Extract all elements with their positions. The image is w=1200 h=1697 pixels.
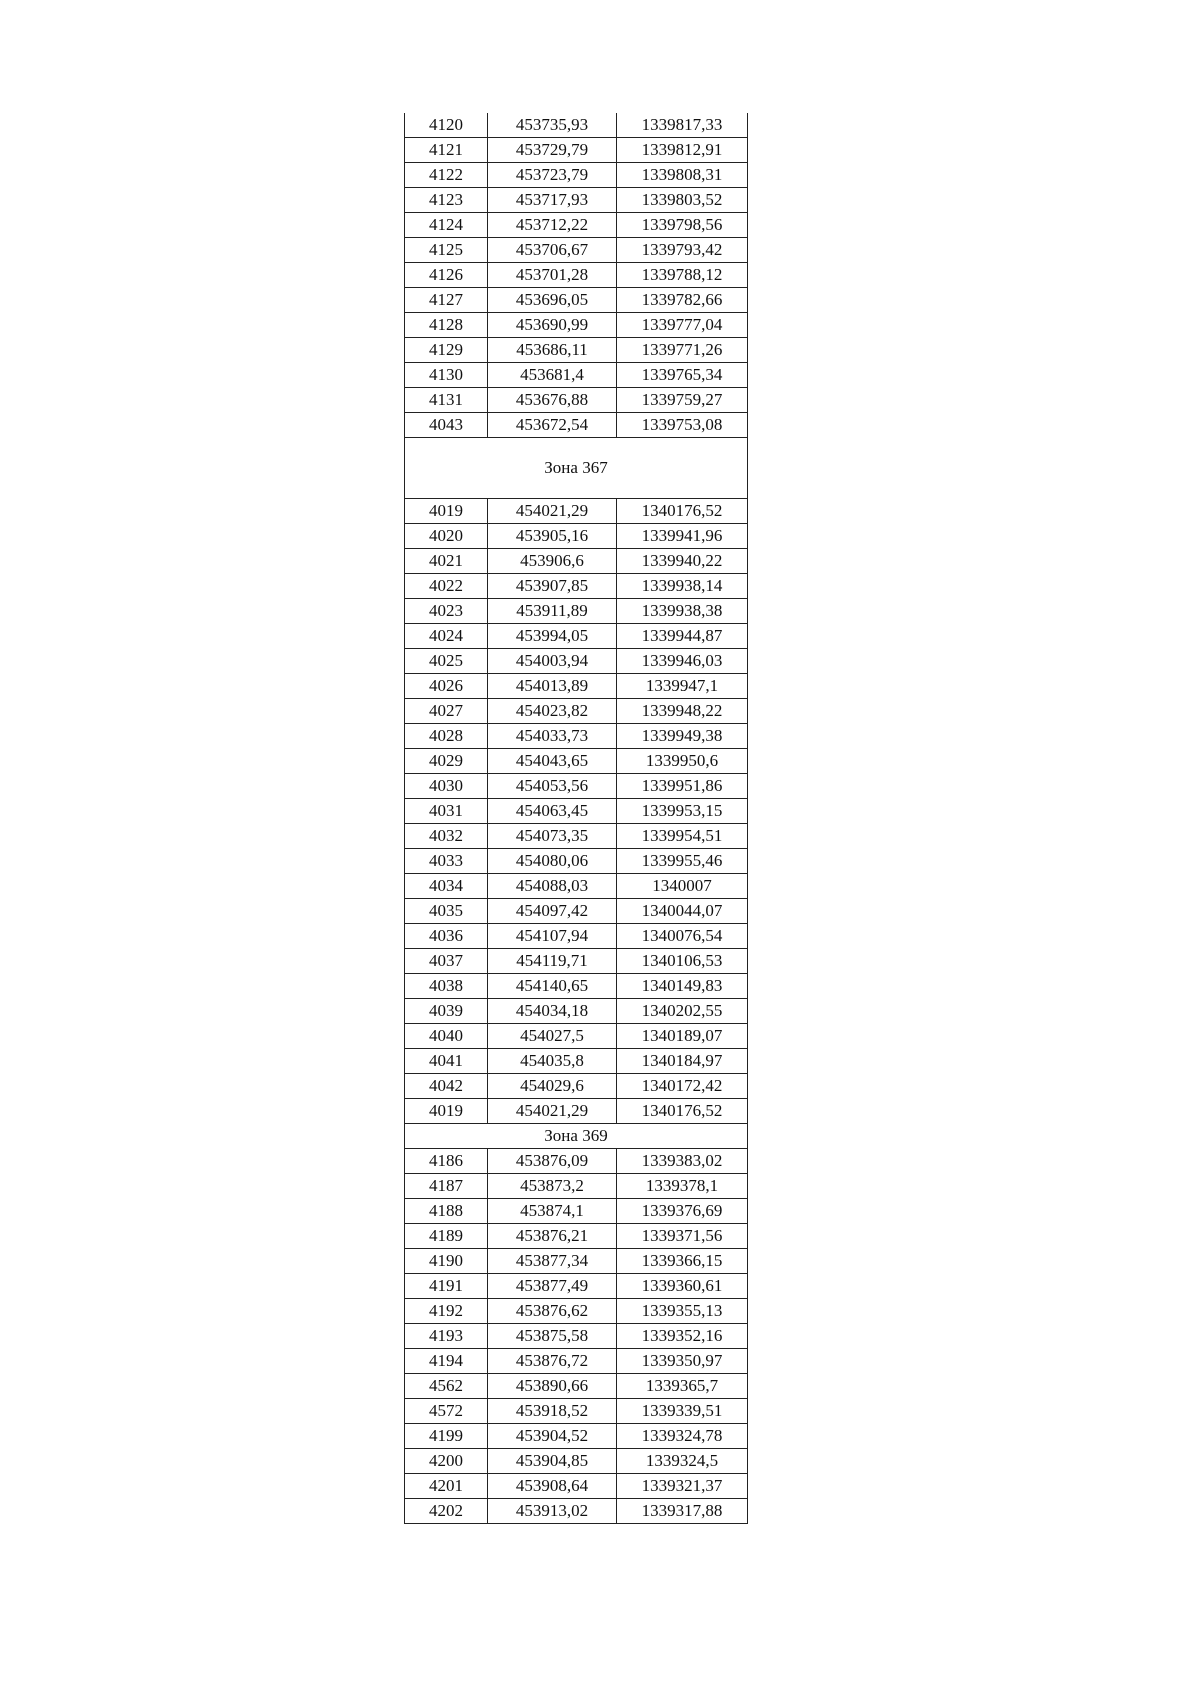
table-row (405, 1324, 748, 1349)
x-coordinate-cell: 453729,79 (488, 138, 617, 163)
y-coordinate-cell: 1339951,86 (617, 774, 748, 799)
y-coordinate-cell: 1340106,53 (617, 949, 748, 974)
table-row (405, 649, 748, 674)
point-number-cell: 4194 (405, 1349, 488, 1374)
y-coordinate-cell: 1339366,15 (617, 1249, 748, 1274)
x-coordinate-cell: 453905,16 (488, 524, 617, 549)
x-coordinate-cell: 453676,88 (488, 388, 617, 413)
point-number-cell: 4186 (405, 1149, 488, 1174)
table-row (405, 499, 748, 524)
point-number-cell: 4201 (405, 1474, 488, 1499)
y-coordinate-cell: 1340172,42 (617, 1074, 748, 1099)
point-number-cell: 4122 (405, 163, 488, 188)
table-row (405, 1074, 748, 1099)
table-row (405, 574, 748, 599)
point-number-cell: 4126 (405, 263, 488, 288)
x-coordinate-cell: 454080,06 (488, 849, 617, 874)
x-coordinate-cell: 453908,64 (488, 1474, 617, 1499)
x-coordinate-cell: 453913,02 (488, 1499, 617, 1524)
point-number-cell: 4023 (405, 599, 488, 624)
point-number-cell: 4121 (405, 138, 488, 163)
y-coordinate-cell: 1339808,31 (617, 163, 748, 188)
y-coordinate-cell: 1339938,14 (617, 574, 748, 599)
table-row (405, 774, 748, 799)
y-coordinate-cell: 1339788,12 (617, 263, 748, 288)
y-coordinate-cell: 1339949,38 (617, 724, 748, 749)
table-row (405, 1024, 748, 1049)
point-number-cell: 4025 (405, 649, 488, 674)
x-coordinate-cell: 453706,67 (488, 238, 617, 263)
point-number-cell: 4190 (405, 1249, 488, 1274)
x-coordinate-cell: 454023,82 (488, 699, 617, 724)
table-row (405, 849, 748, 874)
y-coordinate-cell: 1339946,03 (617, 649, 748, 674)
table-row (405, 1424, 748, 1449)
table-row (405, 599, 748, 624)
y-coordinate-cell: 1339321,37 (617, 1474, 748, 1499)
y-coordinate-cell: 1340202,55 (617, 999, 748, 1024)
x-coordinate-cell: 453686,11 (488, 338, 617, 363)
y-coordinate-cell: 1339352,16 (617, 1324, 748, 1349)
y-coordinate-cell: 1339798,56 (617, 213, 748, 238)
point-number-cell: 4019 (405, 1099, 488, 1124)
y-coordinate-cell: 1339378,1 (617, 1174, 748, 1199)
point-number-cell: 4029 (405, 749, 488, 774)
point-number-cell: 4187 (405, 1174, 488, 1199)
table-row (405, 924, 748, 949)
point-number-cell: 4041 (405, 1049, 488, 1074)
x-coordinate-cell: 454013,89 (488, 674, 617, 699)
x-coordinate-cell: 453690,99 (488, 313, 617, 338)
x-coordinate-cell: 453717,93 (488, 188, 617, 213)
x-coordinate-cell: 454035,8 (488, 1049, 617, 1074)
point-number-cell: 4020 (405, 524, 488, 549)
point-number-cell: 4031 (405, 799, 488, 824)
table-row (405, 1474, 748, 1499)
point-number-cell: 4128 (405, 313, 488, 338)
x-coordinate-cell: 453906,6 (488, 549, 617, 574)
point-number-cell: 4042 (405, 1074, 488, 1099)
y-coordinate-cell: 1339954,51 (617, 824, 748, 849)
table-row (405, 1399, 748, 1424)
y-coordinate-cell: 1339376,69 (617, 1199, 748, 1224)
y-coordinate-cell: 1339947,1 (617, 674, 748, 699)
point-number-cell: 4038 (405, 974, 488, 999)
x-coordinate-cell: 454021,29 (488, 1099, 617, 1124)
y-coordinate-cell: 1339371,56 (617, 1224, 748, 1249)
point-number-cell: 4130 (405, 363, 488, 388)
point-number-cell: 4027 (405, 699, 488, 724)
table-row (405, 1299, 748, 1324)
x-coordinate-cell: 453672,54 (488, 413, 617, 438)
y-coordinate-cell: 1340176,52 (617, 499, 748, 524)
point-number-cell: 4199 (405, 1424, 488, 1449)
table-row (405, 1174, 748, 1199)
y-coordinate-cell: 1340076,54 (617, 924, 748, 949)
table-row (405, 1199, 748, 1224)
y-coordinate-cell: 1339938,38 (617, 599, 748, 624)
y-coordinate-cell: 1339759,27 (617, 388, 748, 413)
point-number-cell: 4193 (405, 1324, 488, 1349)
y-coordinate-cell: 1340044,07 (617, 899, 748, 924)
table-row (405, 338, 748, 363)
y-coordinate-cell: 1339948,22 (617, 699, 748, 724)
y-coordinate-cell: 1339955,46 (617, 849, 748, 874)
x-coordinate-cell: 453876,21 (488, 1224, 617, 1249)
y-coordinate-cell: 1339941,96 (617, 524, 748, 549)
point-number-cell: 4036 (405, 924, 488, 949)
x-coordinate-cell: 454140,65 (488, 974, 617, 999)
point-number-cell: 4028 (405, 724, 488, 749)
point-number-cell: 4189 (405, 1224, 488, 1249)
x-coordinate-cell: 453904,85 (488, 1449, 617, 1474)
table-row (405, 313, 748, 338)
point-number-cell: 4033 (405, 849, 488, 874)
y-coordinate-cell: 1339812,91 (617, 138, 748, 163)
y-coordinate-cell: 1339782,66 (617, 288, 748, 313)
x-coordinate-cell: 453723,79 (488, 163, 617, 188)
x-coordinate-cell: 453875,58 (488, 1324, 617, 1349)
table-row (405, 263, 748, 288)
x-coordinate-cell: 454088,03 (488, 874, 617, 899)
table-row (405, 113, 748, 138)
y-coordinate-cell: 1339765,34 (617, 363, 748, 388)
point-number-cell: 4022 (405, 574, 488, 599)
x-coordinate-cell: 453735,93 (488, 113, 617, 138)
y-coordinate-cell: 1339383,02 (617, 1149, 748, 1174)
table-row (405, 624, 748, 649)
x-coordinate-cell: 454097,42 (488, 899, 617, 924)
x-coordinate-cell: 453696,05 (488, 288, 617, 313)
table-row (405, 674, 748, 699)
y-coordinate-cell: 1339365,7 (617, 1374, 748, 1399)
x-coordinate-cell: 454029,6 (488, 1074, 617, 1099)
zone-header-row (405, 438, 748, 499)
y-coordinate-cell: 1339350,97 (617, 1349, 748, 1374)
coordinates-table (404, 113, 748, 1524)
table-row (405, 1049, 748, 1074)
y-coordinate-cell: 1339771,26 (617, 338, 748, 363)
table-row (405, 1224, 748, 1249)
table-row (405, 699, 748, 724)
point-number-cell: 4026 (405, 674, 488, 699)
zone-title: Зона 369 (405, 1124, 748, 1149)
table-row (405, 413, 748, 438)
x-coordinate-cell: 454073,35 (488, 824, 617, 849)
point-number-cell: 4188 (405, 1199, 488, 1224)
point-number-cell: 4021 (405, 549, 488, 574)
x-coordinate-cell: 454043,65 (488, 749, 617, 774)
y-coordinate-cell: 1340007 (617, 874, 748, 899)
coordinates-table-body (405, 113, 748, 1524)
point-number-cell: 4202 (405, 1499, 488, 1524)
table-row (405, 1249, 748, 1274)
x-coordinate-cell: 453712,22 (488, 213, 617, 238)
point-number-cell: 4124 (405, 213, 488, 238)
table-row (405, 1499, 748, 1524)
x-coordinate-cell: 453701,28 (488, 263, 617, 288)
point-number-cell: 4120 (405, 113, 488, 138)
table-row (405, 163, 748, 188)
y-coordinate-cell: 1340189,07 (617, 1024, 748, 1049)
y-coordinate-cell: 1339355,13 (617, 1299, 748, 1324)
y-coordinate-cell: 1339793,42 (617, 238, 748, 263)
point-number-cell: 4129 (405, 338, 488, 363)
x-coordinate-cell: 453890,66 (488, 1374, 617, 1399)
y-coordinate-cell: 1339944,87 (617, 624, 748, 649)
point-number-cell: 4131 (405, 388, 488, 413)
x-coordinate-cell: 453994,05 (488, 624, 617, 649)
x-coordinate-cell: 453876,62 (488, 1299, 617, 1324)
table-row (405, 549, 748, 574)
table-row (405, 974, 748, 999)
y-coordinate-cell: 1339360,61 (617, 1274, 748, 1299)
x-coordinate-cell: 453907,85 (488, 574, 617, 599)
point-number-cell: 4040 (405, 1024, 488, 1049)
point-number-cell: 4019 (405, 499, 488, 524)
table-row (405, 799, 748, 824)
table-row (405, 188, 748, 213)
table-row (405, 213, 748, 238)
y-coordinate-cell: 1339324,5 (617, 1449, 748, 1474)
x-coordinate-cell: 454034,18 (488, 999, 617, 1024)
x-coordinate-cell: 453873,2 (488, 1174, 617, 1199)
x-coordinate-cell: 454063,45 (488, 799, 617, 824)
table-row (405, 824, 748, 849)
table-row (405, 1099, 748, 1124)
y-coordinate-cell: 1339953,15 (617, 799, 748, 824)
x-coordinate-cell: 453874,1 (488, 1199, 617, 1224)
table-row (405, 874, 748, 899)
table-row (405, 1349, 748, 1374)
y-coordinate-cell: 1339940,22 (617, 549, 748, 574)
x-coordinate-cell: 454119,71 (488, 949, 617, 974)
y-coordinate-cell: 1339324,78 (617, 1424, 748, 1449)
point-number-cell: 4024 (405, 624, 488, 649)
x-coordinate-cell: 453911,89 (488, 599, 617, 624)
x-coordinate-cell: 454021,29 (488, 499, 617, 524)
point-number-cell: 4125 (405, 238, 488, 263)
zone-title: Зона 367 (405, 438, 748, 499)
table-row (405, 899, 748, 924)
table-row (405, 724, 748, 749)
x-coordinate-cell: 453681,4 (488, 363, 617, 388)
table-row (405, 524, 748, 549)
table-row (405, 288, 748, 313)
table-row (405, 949, 748, 974)
y-coordinate-cell: 1339777,04 (617, 313, 748, 338)
table-row (405, 1449, 748, 1474)
point-number-cell: 4039 (405, 999, 488, 1024)
point-number-cell: 4562 (405, 1374, 488, 1399)
table-row (405, 999, 748, 1024)
point-number-cell: 4572 (405, 1399, 488, 1424)
x-coordinate-cell: 453918,52 (488, 1399, 617, 1424)
table-row (405, 749, 748, 774)
point-number-cell: 4191 (405, 1274, 488, 1299)
x-coordinate-cell: 454027,5 (488, 1024, 617, 1049)
table-row (405, 388, 748, 413)
point-number-cell: 4200 (405, 1449, 488, 1474)
x-coordinate-cell: 454107,94 (488, 924, 617, 949)
x-coordinate-cell: 453877,49 (488, 1274, 617, 1299)
table-row (405, 1274, 748, 1299)
point-number-cell: 4123 (405, 188, 488, 213)
point-number-cell: 4030 (405, 774, 488, 799)
table-row (405, 138, 748, 163)
table-row (405, 1149, 748, 1174)
y-coordinate-cell: 1339339,51 (617, 1399, 748, 1424)
table-row (405, 238, 748, 263)
point-number-cell: 4043 (405, 413, 488, 438)
table-row (405, 1374, 748, 1399)
y-coordinate-cell: 1339817,33 (617, 113, 748, 138)
x-coordinate-cell: 454033,73 (488, 724, 617, 749)
x-coordinate-cell: 453877,34 (488, 1249, 617, 1274)
point-number-cell: 4035 (405, 899, 488, 924)
table-row (405, 363, 748, 388)
point-number-cell: 4127 (405, 288, 488, 313)
zone-header-row (405, 1124, 748, 1149)
x-coordinate-cell: 453876,09 (488, 1149, 617, 1174)
y-coordinate-cell: 1340149,83 (617, 974, 748, 999)
x-coordinate-cell: 454053,56 (488, 774, 617, 799)
point-number-cell: 4032 (405, 824, 488, 849)
y-coordinate-cell: 1339950,6 (617, 749, 748, 774)
y-coordinate-cell: 1339317,88 (617, 1499, 748, 1524)
y-coordinate-cell: 1340184,97 (617, 1049, 748, 1074)
point-number-cell: 4037 (405, 949, 488, 974)
point-number-cell: 4192 (405, 1299, 488, 1324)
point-number-cell: 4034 (405, 874, 488, 899)
x-coordinate-cell: 454003,94 (488, 649, 617, 674)
y-coordinate-cell: 1340176,52 (617, 1099, 748, 1124)
y-coordinate-cell: 1339803,52 (617, 188, 748, 213)
x-coordinate-cell: 453876,72 (488, 1349, 617, 1374)
y-coordinate-cell: 1339753,08 (617, 413, 748, 438)
x-coordinate-cell: 453904,52 (488, 1424, 617, 1449)
